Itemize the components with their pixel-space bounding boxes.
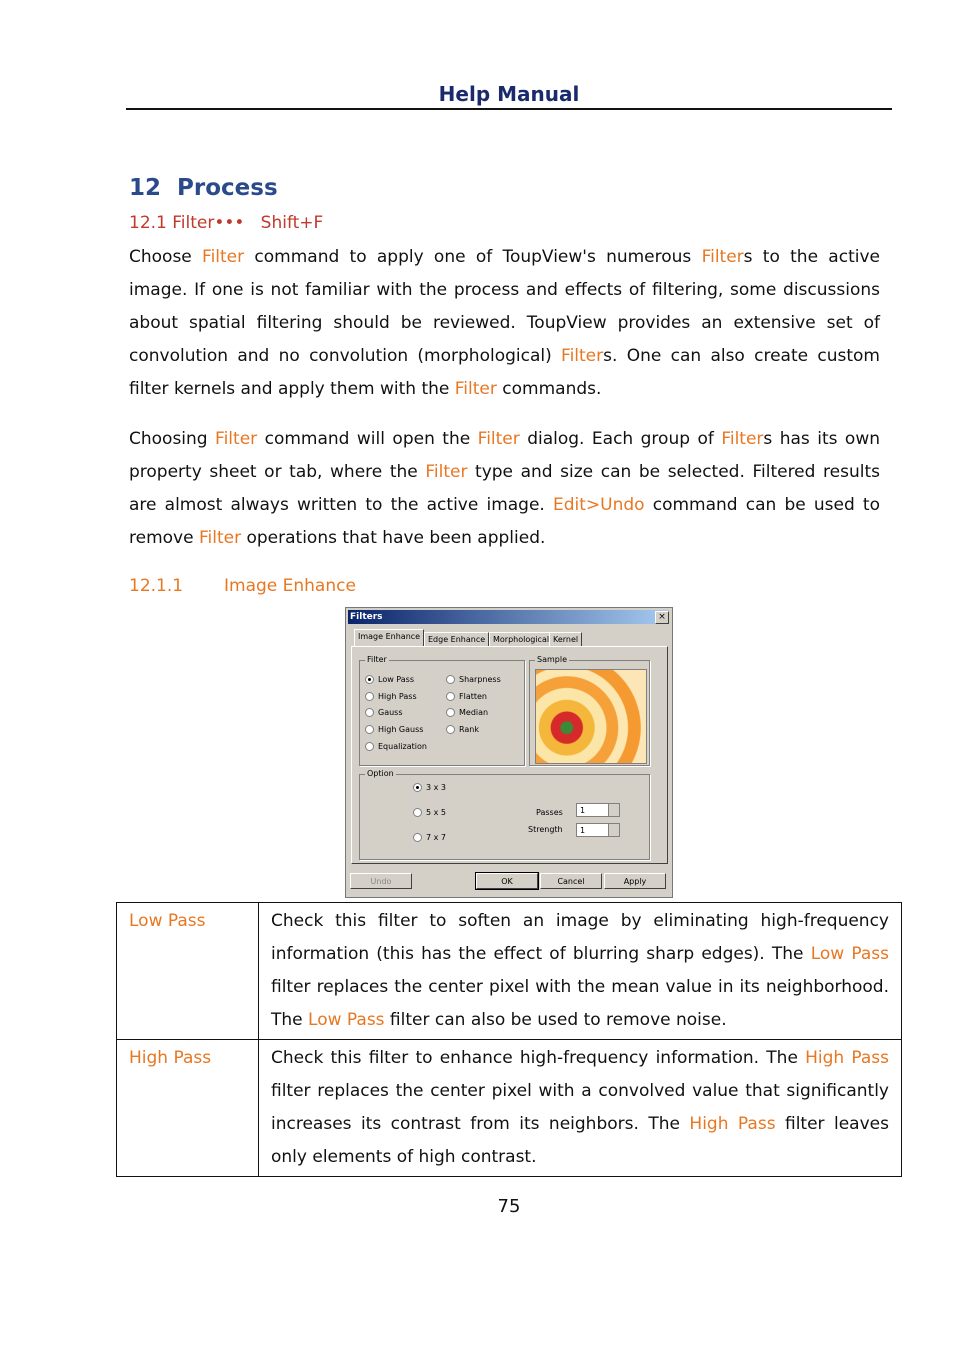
radio-flatten[interactable]: Flatten [446, 692, 487, 701]
radio-size-5x5[interactable]: 5 x 5 [413, 808, 446, 817]
page-header: Help Manual [438, 82, 580, 106]
radio-median[interactable]: Median [446, 708, 488, 717]
header-rule [126, 108, 892, 110]
sample-group-label: Sample [537, 655, 567, 664]
sample-group [529, 655, 650, 766]
radio-gauss[interactable]: Gauss [365, 708, 403, 717]
radio-equalization[interactable]: Equalization [365, 742, 427, 751]
table-row [117, 903, 902, 1040]
filter-description-table [116, 902, 902, 1177]
radio-low-pass[interactable]: Low Pass [365, 675, 414, 684]
subsection-number: 12.1.1 [129, 576, 184, 596]
radio-high-gauss[interactable]: High Gauss [365, 725, 423, 734]
definition-low-pass: Check this filter to soften an image by eliminating high-frequency information (this has the effect of blurring sharp edges). The Low Pass filter replaces the center pixel with the mean value in its neighborhood. The Low Pass filter can also be used to remove noise. [259, 903, 902, 1040]
term-high-pass: High Pass [117, 1040, 259, 1177]
subsection-label: Image Enhance [224, 576, 356, 596]
strength-label: Strength [528, 825, 563, 834]
paragraph-1: Choose Filter command to apply one of ToupView's numerous Filters to the active image. If one is not familiar with the process and effects of filtering, some discussions about spatial filtering should be reviewed. ToupView provides an extensive set of convolution and no convolution (morphological) Filters. One can also create custom filter kernels and apply them with the Filter commands. [129, 247, 880, 399]
option-group [359, 769, 650, 860]
tab-kernel[interactable]: Kernel [549, 632, 582, 646]
passes-label: Passes [536, 808, 563, 817]
filter-group-label: Filter [367, 655, 387, 664]
tab-morphological[interactable]: Morphological [489, 632, 553, 646]
sample-preview-image [535, 669, 647, 764]
ok-button[interactable]: OK [476, 873, 538, 889]
close-icon[interactable]: × [655, 611, 669, 624]
tab-image-enhance[interactable]: Image Enhance [354, 629, 424, 646]
passes-stepper[interactable]: 1 [576, 803, 620, 817]
filters-dialog-screenshot [345, 607, 673, 898]
filter-group [359, 655, 525, 766]
cancel-button[interactable]: Cancel [540, 873, 602, 889]
paragraph-2: Choosing Filter command will open the Filter dialog. Each group of Filters has its own property sheet or tab, where the Filter type and size can be selected. Filtered results are almost always written to the active image. Edit>Undo command can be used to remove Filter operations that have been applied. [129, 429, 880, 548]
dialog-title: Filters [348, 610, 668, 624]
radio-size-3x3[interactable]: 3 x 3 [413, 783, 446, 792]
chapter-title: 12 Process [129, 175, 278, 201]
term-low-pass: Low Pass [117, 903, 259, 1040]
strength-stepper[interactable]: 1 [576, 823, 620, 837]
apply-button[interactable]: Apply [604, 873, 666, 889]
page-number: 75 [497, 1196, 521, 1217]
tab-panel [351, 646, 668, 864]
tab-edge-enhance[interactable]: Edge Enhance [424, 632, 489, 646]
subsection-title [129, 576, 356, 596]
radio-rank[interactable]: Rank [446, 725, 479, 734]
radio-size-7x7[interactable]: 7 x 7 [413, 833, 446, 842]
undo-button[interactable]: Undo [350, 873, 412, 889]
table-row [117, 1040, 902, 1177]
option-group-label: Option [367, 769, 394, 778]
radio-high-pass[interactable]: High Pass [365, 692, 417, 701]
definition-high-pass: Check this filter to enhance high-frequency information. The High Pass filter replaces the center pixel with a convolved value that significantly increases its contrast from its neighbors. The High Pass filter leaves only elements of high contrast. [259, 1040, 902, 1177]
section-title: 12.1 Filter••• Shift+F [129, 213, 324, 233]
radio-sharpness[interactable]: Sharpness [446, 675, 501, 684]
